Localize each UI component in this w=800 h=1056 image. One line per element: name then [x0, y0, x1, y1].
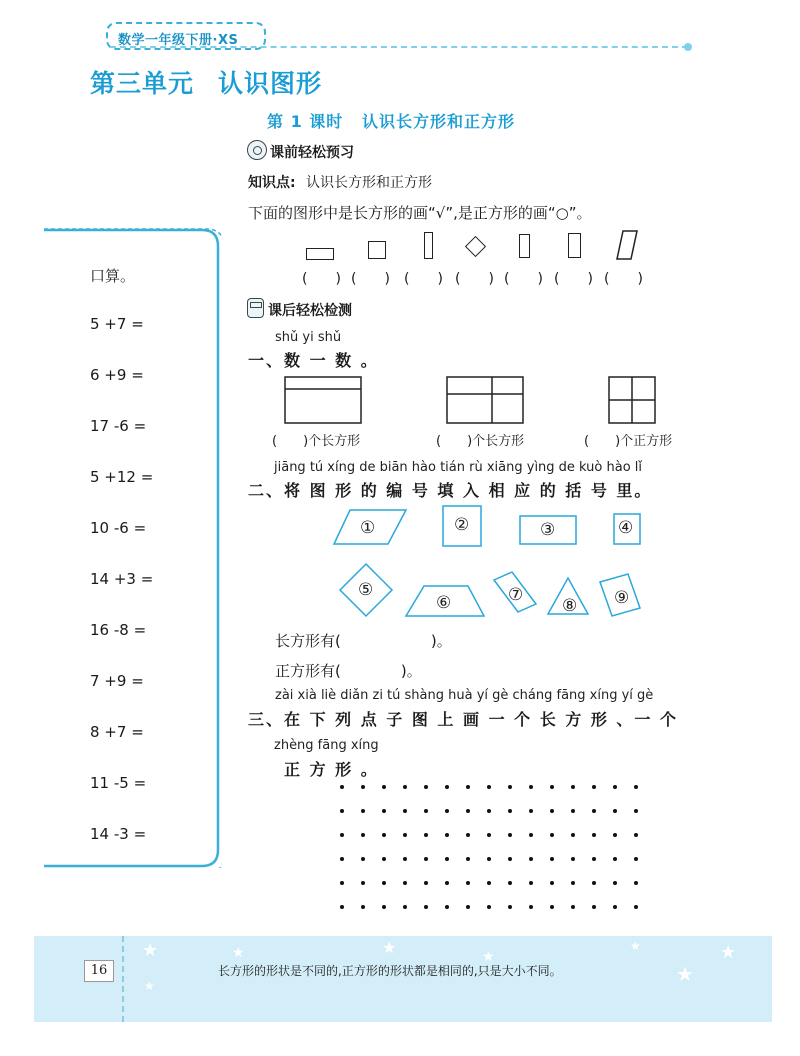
answer-blank[interactable]: ( ) [604, 271, 643, 287]
grid-dot[interactable] [382, 809, 386, 813]
calc-problem: 14 -3 = [90, 825, 147, 843]
grid-dot[interactable] [403, 881, 407, 885]
grid-dot[interactable] [445, 833, 449, 837]
q2-label: ③ [540, 520, 556, 540]
grid-dot[interactable] [466, 905, 470, 909]
shape-rectangle [519, 234, 530, 258]
calc-problem: 14 +3 = [90, 570, 154, 588]
grid-dot[interactable] [613, 905, 617, 909]
knowledge-point-label: 知识点: [248, 175, 296, 191]
q2-label: ⑦ [508, 585, 524, 605]
grid-dot[interactable] [424, 809, 428, 813]
grid-dot[interactable] [361, 857, 365, 861]
q2-label: ⑨ [614, 588, 630, 608]
star-icon: ★ [676, 962, 694, 986]
grid-dot[interactable] [592, 809, 596, 813]
grid-dot[interactable] [592, 785, 596, 789]
q1-figure-3 [608, 376, 658, 426]
grid-dot[interactable] [340, 905, 344, 909]
q2-shapes [330, 504, 690, 624]
answer-blank[interactable]: ( ) [302, 271, 341, 287]
star-icon: ★ [382, 938, 397, 957]
calc-problem: 6 +9 = [90, 366, 144, 384]
square-answer[interactable]: 正方形有( )。 [275, 662, 422, 680]
grid-dot[interactable] [592, 833, 596, 837]
grid-dot[interactable] [340, 881, 344, 885]
grid-dot[interactable] [340, 857, 344, 861]
film-reel-icon [247, 140, 267, 160]
grid-dot[interactable] [592, 881, 596, 885]
header-divider-dot [684, 43, 692, 51]
knowledge-point-text: 认识长方形和正方形 [306, 175, 432, 191]
grid-dot[interactable] [508, 785, 512, 789]
q3-title-line2: 正 方 形 。 [284, 760, 379, 779]
grid-dot[interactable] [466, 833, 470, 837]
star-icon: ★ [720, 942, 737, 963]
grid-dot[interactable] [508, 905, 512, 909]
star-icon: ★ [142, 940, 159, 961]
oral-calc-title: 口算。 [90, 267, 136, 285]
grid-dot[interactable] [508, 833, 512, 837]
shape-small-square [368, 241, 386, 259]
grid-dot[interactable] [403, 857, 407, 861]
grid-dot[interactable] [424, 833, 428, 837]
calc-problem: 17 -6 = [90, 417, 147, 435]
q2-title: 二、将 图 形 的 编 号 填 入 相 应 的 括 号 里。 [248, 481, 653, 500]
star-icon: ★ [630, 939, 641, 953]
grid-dot[interactable] [592, 857, 596, 861]
grid-dot[interactable] [361, 833, 365, 837]
grid-dot[interactable] [445, 905, 449, 909]
q3-pinyin-line1: zài xià liè diǎn zi tú shàng huà yí gè cháng fāng xíng yí gè [275, 688, 654, 703]
grid-dot[interactable] [508, 857, 512, 861]
grid-dot[interactable] [550, 881, 554, 885]
star-icon: ★ [144, 979, 155, 993]
calc-problem: 5 +12 = [90, 468, 154, 486]
shape-tall-thin-rectangle [424, 232, 433, 259]
grid-dot[interactable] [487, 905, 491, 909]
grid-dot[interactable] [550, 809, 554, 813]
calc-problem: 16 -8 = [90, 621, 147, 639]
grid-dot[interactable] [613, 809, 617, 813]
grid-dot[interactable] [466, 881, 470, 885]
grid-dot[interactable] [529, 833, 533, 837]
footer-divider [122, 936, 124, 1022]
rectangle-answer[interactable]: 长方形有( )。 [275, 632, 452, 650]
q1-answer[interactable]: ( )个长方形 [272, 434, 361, 449]
grid-dot[interactable] [529, 905, 533, 909]
grid-dot[interactable] [613, 857, 617, 861]
grid-dot[interactable] [403, 905, 407, 909]
shape-diamond [465, 236, 486, 257]
grid-dot[interactable] [550, 833, 554, 837]
review-section-title: 课后轻松检测 [268, 303, 352, 319]
answer-blank[interactable]: ( ) [404, 271, 443, 287]
preview-instruction: 下面的图形中是长方形的画“√”,是正方形的画“○”。 [248, 204, 592, 222]
shape-flat-rectangle [306, 248, 334, 260]
grid-dot[interactable] [613, 881, 617, 885]
calculator-icon [247, 298, 264, 318]
grid-dot[interactable] [571, 833, 575, 837]
grid-dot[interactable] [445, 857, 449, 861]
grid-dot[interactable] [466, 857, 470, 861]
grid-dot[interactable] [550, 905, 554, 909]
grid-dot[interactable] [340, 785, 344, 789]
grid-dot[interactable] [445, 881, 449, 885]
calc-problem: 7 +9 = [90, 672, 144, 690]
grid-dot[interactable] [403, 809, 407, 813]
grid-dot[interactable] [571, 857, 575, 861]
q1-answer[interactable]: ( )个正方形 [584, 434, 673, 449]
lesson-subtitle: 认识长方形和正方形 [362, 112, 516, 131]
shape-parallelogram [616, 230, 638, 260]
footer-band [34, 936, 772, 1022]
grid-dot[interactable] [508, 881, 512, 885]
grid-dot[interactable] [445, 785, 449, 789]
grid-dot[interactable] [634, 905, 638, 909]
dot-grid[interactable] [340, 785, 644, 911]
grid-dot[interactable] [382, 881, 386, 885]
q2-label: ④ [618, 518, 634, 538]
grid-dot[interactable] [571, 905, 575, 909]
grid-dot[interactable] [487, 881, 491, 885]
q1-figure-1 [284, 376, 364, 426]
grid-dot[interactable] [571, 809, 575, 813]
grid-dot[interactable] [529, 809, 533, 813]
q2-pinyin: jiāng tú xíng de biān hào tián rù xiāng yìng de kuò hào lǐ [274, 460, 643, 475]
grid-dot[interactable] [340, 809, 344, 813]
grid-dot[interactable] [592, 905, 596, 909]
lesson-title: 第 1 课时 [267, 112, 344, 131]
answer-blank[interactable]: ( ) [351, 271, 390, 287]
grid-dot[interactable] [487, 785, 491, 789]
q2-label: ① [360, 518, 376, 538]
grid-dot[interactable] [529, 881, 533, 885]
grid-dot[interactable] [634, 809, 638, 813]
answer-blank[interactable]: ( ) [455, 271, 494, 287]
grid-dot[interactable] [634, 881, 638, 885]
grid-dot[interactable] [424, 881, 428, 885]
q3-pinyin-line2: zhèng fāng xíng [274, 738, 379, 753]
grid-dot[interactable] [634, 857, 638, 861]
grid-dot[interactable] [466, 785, 470, 789]
grid-dot[interactable] [487, 833, 491, 837]
grid-dot[interactable] [445, 809, 449, 813]
unit-title: 第三单元 [90, 69, 195, 98]
grid-dot[interactable] [571, 881, 575, 885]
grid-dot[interactable] [403, 785, 407, 789]
grid-dot[interactable] [634, 833, 638, 837]
grid-dot[interactable] [361, 881, 365, 885]
footer-note: 长方形的形状是不同的,正方形的形状都是相同的,只是大小不同。 [218, 964, 562, 978]
grid-dot[interactable] [550, 857, 554, 861]
grid-dot[interactable] [424, 785, 428, 789]
grid-dot[interactable] [613, 833, 617, 837]
preview-section-title: 课前轻松预习 [270, 145, 354, 161]
page-number: 16 [84, 960, 114, 982]
q2-label: ⑤ [358, 580, 374, 600]
q2-label: ⑧ [562, 596, 578, 616]
grid-dot[interactable] [424, 905, 428, 909]
star-icon: ★ [482, 949, 495, 965]
book-label: 数学一年级下册·XS [118, 33, 239, 48]
q1-pinyin: shǔ yi shǔ [275, 330, 342, 345]
calc-problem: 5 +7 = [90, 315, 144, 333]
calc-problem: 8 +7 = [90, 723, 144, 741]
q3-title-line1: 三、在 下 列 点 子 图 上 画 一 个 长 方 形 、一 个 [248, 710, 678, 729]
star-icon: ★ [232, 945, 245, 961]
calc-problem: 10 -6 = [90, 519, 147, 537]
grid-dot[interactable] [466, 809, 470, 813]
grid-dot[interactable] [529, 857, 533, 861]
grid-dot[interactable] [424, 857, 428, 861]
answer-blank[interactable]: ( ) [504, 271, 543, 287]
q1-title: 一、数 一 数 。 [248, 351, 379, 370]
grid-dot[interactable] [382, 833, 386, 837]
grid-dot[interactable] [361, 809, 365, 813]
grid-dot[interactable] [508, 809, 512, 813]
grid-dot[interactable] [487, 809, 491, 813]
grid-dot[interactable] [403, 833, 407, 837]
calc-problem: 11 -5 = [90, 774, 147, 792]
grid-dot[interactable] [613, 785, 617, 789]
grid-dot[interactable] [382, 857, 386, 861]
grid-dot[interactable] [529, 785, 533, 789]
grid-dot[interactable] [361, 785, 365, 789]
header-divider [110, 46, 688, 48]
grid-dot[interactable] [340, 833, 344, 837]
q2-label: ⑥ [436, 593, 452, 613]
grid-dot[interactable] [487, 857, 491, 861]
grid-dot[interactable] [550, 785, 554, 789]
q1-figure-2 [446, 376, 526, 426]
shape-rectangle-2 [568, 233, 581, 258]
grid-dot[interactable] [571, 785, 575, 789]
grid-dot[interactable] [382, 785, 386, 789]
q2-label: ② [454, 515, 470, 535]
unit-subtitle: 认识图形 [218, 69, 323, 98]
grid-dot[interactable] [361, 905, 365, 909]
grid-dot[interactable] [382, 905, 386, 909]
q1-answer[interactable]: ( )个长方形 [436, 434, 525, 449]
grid-dot[interactable] [634, 785, 638, 789]
answer-blank[interactable]: ( ) [554, 271, 593, 287]
